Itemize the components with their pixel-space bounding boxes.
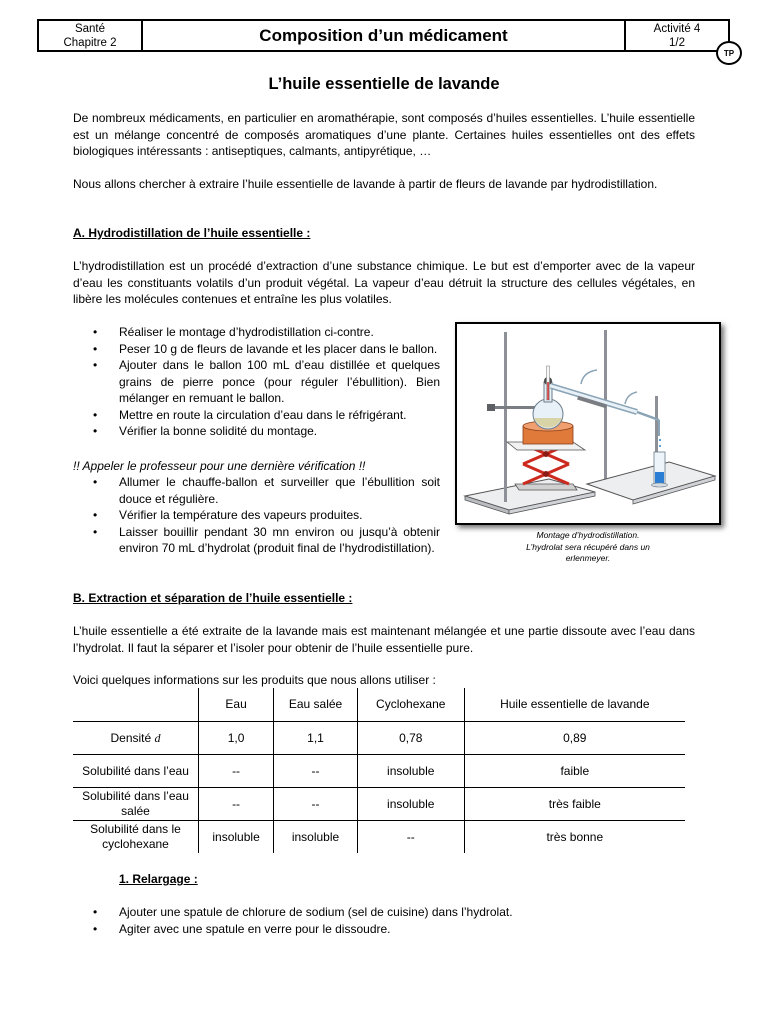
section-b-heading: B. Extraction et séparation de l’huile essentielle :	[73, 591, 353, 605]
table-cell: --	[274, 788, 358, 821]
table-cell: 0,78	[357, 722, 464, 755]
table-header-cell	[73, 688, 199, 722]
table-cell: très bonne	[546, 829, 604, 844]
distillation-apparatus-illustration	[457, 324, 719, 523]
table-row-label	[73, 722, 199, 755]
table-cell: faible	[464, 755, 685, 788]
list-item: • Ajouter une spatule de chlorure de sodium (sel de cuisine) dans l’hydrolat.	[73, 904, 695, 921]
figure-caption-line-3: erlenmeyer.	[565, 553, 611, 563]
steps-list-1	[73, 324, 440, 440]
header-page: 1/2	[669, 36, 685, 49]
figure-caption-line-1: Montage d’hydrodistillation.	[536, 530, 640, 540]
table-cell: insoluble	[274, 821, 358, 854]
table-cell: insoluble	[199, 821, 274, 854]
tp-badge: TP	[716, 41, 742, 65]
relargage-heading: 1. Relargage :	[119, 872, 198, 886]
section-a-heading: A. Hydrodistillation de l’huile essentielle :	[73, 226, 311, 240]
table-row-label: Solubilité dans l’eau	[73, 755, 199, 788]
table-cell: --	[274, 755, 358, 788]
table-header-cell: Cyclohexane	[357, 688, 464, 722]
header-chapter: Chapitre 2	[63, 36, 117, 49]
list-item: • Ajouter dans le ballon 100 mL d’eau distillée et quelques grains de pierre ponce (pour réguler l’ébullition). Bien mélanger en remuant le ballon.	[73, 357, 440, 407]
list-item: • Allumer le chauffe-ballon et surveiller que l’ébullition soit douce et régulière.	[73, 474, 440, 507]
list-item: • Peser 10 g de fleurs de lavande et les placer dans le ballon.	[73, 341, 440, 358]
table-cell: très faible	[464, 788, 685, 821]
table-cell: --	[199, 788, 274, 821]
steps-list-2	[73, 474, 440, 557]
table-header-cell: Huile essentielle de lavande	[464, 688, 685, 722]
intro-paragraph-1: De nombreux médicaments, en particulier en aromathérapie, sont composés d’huiles essentielles. L’huile essentielle est un mélange concentré de composés aromatiques d’une plante. Certaines huiles essentielles ont des effets biologiques intéressants : antiseptiques, calmants, antipyrétique, …	[73, 111, 695, 158]
table-intro: Voici quelques informations sur les produits que nous allons utiliser :	[73, 673, 436, 687]
list-item: • Vérifier la bonne solidité du montage.	[73, 423, 440, 440]
intro-paragraph-2: Nous allons chercher à extraire l’huile essentielle de lavande à partir de fleurs de lavande par hydrodistillation.	[73, 177, 658, 191]
products-table	[73, 688, 685, 853]
table-row-label: Solubilité dans le cyclohexane	[73, 821, 199, 854]
table-cell: 1,1	[274, 722, 358, 755]
table-cell: insoluble	[357, 788, 464, 821]
list-item: • Agiter avec une spatule en verre pour le dissoudre.	[73, 921, 695, 938]
table-header-cell: Eau	[199, 688, 274, 722]
list-item: • Mettre en route la circulation d’eau dans le réfrigérant.	[73, 407, 440, 424]
graduated-cylinder	[652, 452, 668, 487]
header-title: Composition d’un médicament	[259, 25, 508, 45]
steps-list-3	[73, 904, 695, 937]
table-cell: 0,89	[464, 722, 685, 755]
table-cell: --	[199, 755, 274, 788]
table-header-cell: Eau salée	[274, 688, 358, 722]
table-cell: insoluble	[357, 755, 464, 788]
list-item: • Laisser bouillir pendant 30 mn environ ou jusqu’à obtenir environ 70 mL d’hydrolat (produit final de l’hydrodistillation).	[73, 524, 440, 557]
section-b-paragraph: L’huile essentielle a été extraite de la lavande mais est maintenant mélangée et une partie dissoute avec l’eau dans l’hydrolat. Il faut la séparer et l’isoler pour obtenir de l’huile essentielle pure.	[73, 624, 695, 655]
density-symbol: d	[154, 730, 161, 745]
header-activity: Activité 4	[653, 22, 701, 35]
header-subject-cell	[39, 21, 143, 50]
table-row-label: Solubilité dans l’eau salée	[73, 788, 199, 821]
figure-caption-line-2: L’hydrolat sera récupéré dans un	[526, 541, 650, 552]
page-title: L’huile essentielle de lavande	[268, 75, 500, 93]
table-cell: --	[357, 821, 464, 854]
list-item: • Réaliser le montage d’hydrodistillation ci-contre.	[73, 324, 440, 341]
table-row	[73, 755, 685, 788]
table-header-row	[73, 688, 685, 722]
header-activity-cell	[624, 21, 728, 50]
figure-caption	[455, 530, 721, 565]
table-cell: 1,0	[199, 722, 274, 755]
section-a-paragraph: L’hydrodistillation est un procédé d’extraction d’une substance chimique. Le but est d’emporter avec de la vapeur d’eau les constituants volatils d’un produit végétal. La vapeur d’eau détruit la structure des cellules végétales, en libère les molécules contenues et entraîne les plus volatiles.	[73, 259, 695, 306]
table-row	[73, 821, 685, 854]
header-subject: Santé	[74, 22, 106, 35]
professor-warning: !! Appeler le professeur pour une dernière vérification !!	[73, 459, 366, 473]
header-box	[37, 19, 730, 52]
table-row	[73, 788, 685, 821]
hydrodistillation-figure	[455, 322, 721, 525]
list-item: • Vérifier la température des vapeurs produites.	[73, 507, 440, 524]
density-label: Densité	[110, 730, 152, 745]
table-row	[73, 722, 685, 755]
